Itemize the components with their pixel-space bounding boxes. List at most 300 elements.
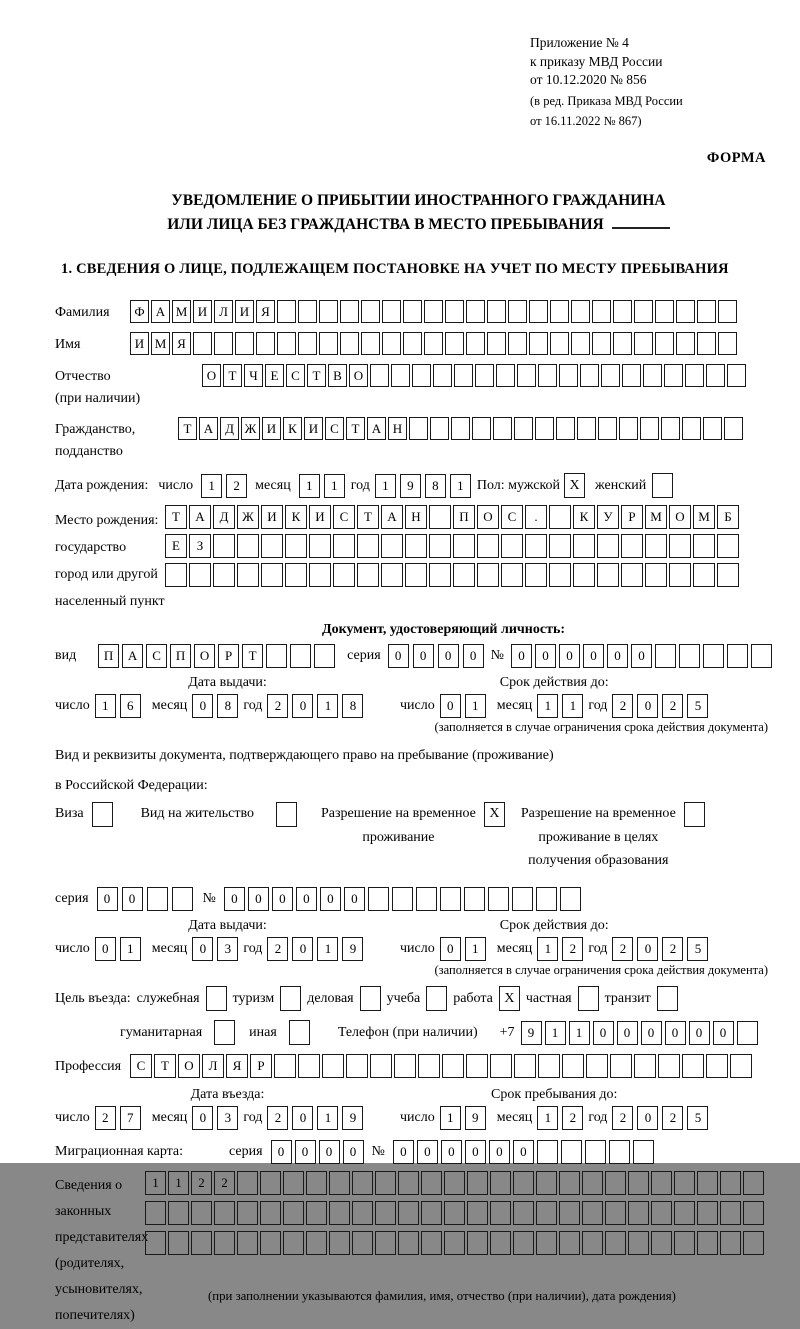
char-cell[interactable] [306,1231,327,1255]
char-cell[interactable] [513,1231,534,1255]
char-cell[interactable] [306,1201,327,1225]
char-cell[interactable] [514,1054,536,1078]
char-cell[interactable]: Л [214,300,233,323]
char-cell[interactable] [213,534,235,558]
char-cell[interactable]: 0 [292,694,313,718]
char-cell[interactable] [501,534,523,558]
char-cell[interactable]: К [285,505,307,529]
char-cell[interactable] [467,1171,488,1195]
char-cell[interactable] [634,332,653,355]
char-cell[interactable] [697,1171,718,1195]
char-cell[interactable]: 0 [440,937,461,961]
char-cell[interactable] [375,1231,396,1255]
char-cell[interactable] [298,332,317,355]
char-cell[interactable] [628,1171,649,1195]
char-cell[interactable] [536,1201,557,1225]
char-cell[interactable]: 0 [393,1140,414,1164]
purpose-transit-checkbox[interactable] [657,986,678,1011]
char-cell[interactable]: 8 [217,694,238,718]
char-cell[interactable] [685,364,704,387]
char-cell[interactable] [538,364,557,387]
char-cell[interactable] [605,1231,626,1255]
char-cell[interactable]: 1 [537,1106,558,1130]
char-cell[interactable]: К [573,505,595,529]
char-cell[interactable]: 1 [95,694,116,718]
sex-female-checkbox[interactable] [652,473,673,498]
char-cell[interactable] [743,1201,764,1225]
char-cell[interactable]: 0 [192,1106,213,1130]
char-cell[interactable] [720,1201,741,1225]
char-cell[interactable]: 9 [342,1106,363,1130]
char-cell[interactable]: О [669,505,691,529]
char-cell[interactable]: 0 [95,937,116,961]
char-cell[interactable]: Д [213,505,235,529]
char-cell[interactable] [433,364,452,387]
char-cell[interactable] [283,1201,304,1225]
char-cell[interactable] [720,1171,741,1195]
char-cell[interactable] [697,332,716,355]
char-cell[interactable] [571,300,590,323]
char-cell[interactable] [592,300,611,323]
char-cell[interactable]: 1 [440,1106,461,1130]
char-cell[interactable] [467,1201,488,1225]
char-cell[interactable] [416,887,437,911]
char-cell[interactable] [537,1140,558,1164]
char-cell[interactable] [235,332,254,355]
char-cell[interactable] [424,332,443,355]
char-cell[interactable] [724,417,743,440]
char-cell[interactable] [560,887,581,911]
char-cell[interactable] [674,1201,695,1225]
char-cell[interactable] [214,1231,235,1255]
char-cell[interactable]: Л [202,1054,224,1078]
char-cell[interactable] [165,563,187,587]
char-cell[interactable] [147,887,168,911]
char-cell[interactable] [549,505,571,529]
char-cell[interactable] [352,1201,373,1225]
char-cell[interactable]: Я [226,1054,248,1078]
char-cell[interactable]: 1 [168,1171,189,1195]
char-cell[interactable] [444,1171,465,1195]
char-cell[interactable] [655,644,676,668]
char-cell[interactable]: 2 [662,694,683,718]
char-cell[interactable]: 1 [317,1106,338,1130]
char-cell[interactable] [661,417,680,440]
char-cell[interactable]: 0 [295,1140,316,1164]
char-cell[interactable] [582,1171,603,1195]
char-cell[interactable] [538,1054,560,1078]
char-cell[interactable] [145,1201,166,1225]
char-cell[interactable] [645,534,667,558]
char-cell[interactable] [487,332,506,355]
char-cell[interactable] [472,417,491,440]
char-cell[interactable] [693,534,715,558]
char-cell[interactable] [706,1054,728,1078]
char-cell[interactable] [352,1231,373,1255]
char-cell[interactable] [429,505,451,529]
char-cell[interactable] [421,1171,442,1195]
char-cell[interactable] [697,1201,718,1225]
char-cell[interactable]: Е [265,364,284,387]
char-cell[interactable] [559,1201,580,1225]
char-cell[interactable]: 5 [687,1106,708,1130]
char-cell[interactable] [514,417,533,440]
char-cell[interactable] [237,1171,258,1195]
char-cell[interactable] [493,417,512,440]
char-cell[interactable] [260,1171,281,1195]
char-cell[interactable] [398,1231,419,1255]
char-cell[interactable] [370,1054,392,1078]
char-cell[interactable]: 0 [438,644,459,668]
char-cell[interactable]: 1 [375,474,396,498]
char-cell[interactable] [394,1054,416,1078]
char-cell[interactable]: 8 [342,694,363,718]
char-cell[interactable] [508,332,527,355]
char-cell[interactable]: 1 [545,1021,566,1045]
char-cell[interactable]: Н [388,417,407,440]
char-cell[interactable] [490,1171,511,1195]
char-cell[interactable]: 0 [192,694,213,718]
char-cell[interactable] [693,563,715,587]
char-cell[interactable]: 0 [607,644,628,668]
char-cell[interactable]: 1 [299,474,320,498]
char-cell[interactable]: Е [165,534,187,558]
char-cell[interactable] [697,1231,718,1255]
char-cell[interactable] [454,364,473,387]
char-cell[interactable]: Т [242,644,263,668]
char-cell[interactable]: 0 [296,887,317,911]
char-cell[interactable] [655,300,674,323]
char-cell[interactable] [405,534,427,558]
char-cell[interactable]: Р [218,644,239,668]
char-cell[interactable]: С [286,364,305,387]
char-cell[interactable]: Т [223,364,242,387]
char-cell[interactable]: Т [307,364,326,387]
char-cell[interactable]: 0 [535,644,556,668]
char-cell[interactable]: 0 [224,887,245,911]
char-cell[interactable]: 0 [441,1140,462,1164]
char-cell[interactable] [237,534,259,558]
char-cell[interactable] [508,300,527,323]
char-cell[interactable]: И [235,300,254,323]
char-cell[interactable]: 1 [324,474,345,498]
char-cell[interactable]: В [328,364,347,387]
char-cell[interactable]: С [325,417,344,440]
char-cell[interactable] [586,1054,608,1078]
char-cell[interactable] [261,534,283,558]
char-cell[interactable] [333,563,355,587]
char-cell[interactable]: 8 [425,474,446,498]
char-cell[interactable] [718,332,737,355]
char-cell[interactable] [357,563,379,587]
char-cell[interactable] [682,417,701,440]
sex-male-checkbox[interactable]: X [564,473,585,498]
char-cell[interactable]: 1 [537,937,558,961]
char-cell[interactable]: О [477,505,499,529]
char-cell[interactable]: И [130,332,149,355]
char-cell[interactable] [577,417,596,440]
char-cell[interactable]: 0 [192,937,213,961]
char-cell[interactable] [319,332,338,355]
char-cell[interactable]: А [367,417,386,440]
char-cell[interactable]: 2 [662,1106,683,1130]
char-cell[interactable]: И [304,417,323,440]
char-cell[interactable]: М [645,505,667,529]
char-cell[interactable] [562,1054,584,1078]
purpose-humanitarian-checkbox[interactable] [214,1020,235,1045]
char-cell[interactable] [405,563,427,587]
char-cell[interactable] [609,1140,630,1164]
char-cell[interactable] [743,1231,764,1255]
char-cell[interactable] [375,1201,396,1225]
char-cell[interactable]: И [309,505,331,529]
char-cell[interactable] [464,887,485,911]
char-cell[interactable] [191,1201,212,1225]
purpose-study-checkbox[interactable] [426,986,447,1011]
char-cell[interactable] [529,300,548,323]
char-cell[interactable]: Т [154,1054,176,1078]
char-cell[interactable] [536,1171,557,1195]
char-cell[interactable] [621,563,643,587]
char-cell[interactable] [559,1231,580,1255]
char-cell[interactable] [398,1201,419,1225]
char-cell[interactable] [329,1171,350,1195]
char-cell[interactable] [559,1171,580,1195]
char-cell[interactable] [621,534,643,558]
char-cell[interactable]: Я [172,332,191,355]
char-cell[interactable]: 0 [272,887,293,911]
char-cell[interactable] [309,563,331,587]
char-cell[interactable]: Р [250,1054,272,1078]
char-cell[interactable] [730,1054,752,1078]
char-cell[interactable] [466,1054,488,1078]
char-cell[interactable] [501,563,523,587]
char-cell[interactable]: О [349,364,368,387]
char-cell[interactable]: 1 [537,694,558,718]
char-cell[interactable] [145,1231,166,1255]
char-cell[interactable] [561,1140,582,1164]
char-cell[interactable]: Т [346,417,365,440]
char-cell[interactable] [556,417,575,440]
char-cell[interactable] [549,563,571,587]
char-cell[interactable] [727,364,746,387]
char-cell[interactable] [391,364,410,387]
char-cell[interactable]: Я [256,300,275,323]
char-cell[interactable]: 2 [226,474,247,498]
char-cell[interactable] [370,364,389,387]
char-cell[interactable] [634,300,653,323]
char-cell[interactable] [361,332,380,355]
char-cell[interactable]: К [283,417,302,440]
char-cell[interactable]: 0 [511,644,532,668]
char-cell[interactable] [445,300,464,323]
char-cell[interactable]: А [122,644,143,668]
char-cell[interactable]: 2 [562,937,583,961]
char-cell[interactable]: 1 [562,694,583,718]
char-cell[interactable]: 0 [344,887,365,911]
char-cell[interactable] [368,887,389,911]
char-cell[interactable] [496,364,515,387]
char-cell[interactable]: 0 [413,644,434,668]
char-cell[interactable] [718,300,737,323]
char-cell[interactable] [645,563,667,587]
char-cell[interactable] [352,1171,373,1195]
char-cell[interactable] [628,1231,649,1255]
char-cell[interactable] [453,563,475,587]
char-cell[interactable] [329,1231,350,1255]
char-cell[interactable]: Ж [241,417,260,440]
char-cell[interactable] [585,1140,606,1164]
char-cell[interactable] [440,887,461,911]
char-cell[interactable] [382,332,401,355]
char-cell[interactable] [536,887,557,911]
char-cell[interactable]: Д [220,417,239,440]
char-cell[interactable] [490,1201,511,1225]
char-cell[interactable] [605,1171,626,1195]
char-cell[interactable] [260,1231,281,1255]
char-cell[interactable] [550,332,569,355]
char-cell[interactable] [490,1231,511,1255]
char-cell[interactable] [633,1140,654,1164]
char-cell[interactable] [512,887,533,911]
char-cell[interactable]: 2 [267,937,288,961]
char-cell[interactable] [592,332,611,355]
char-cell[interactable] [717,563,739,587]
char-cell[interactable]: П [453,505,475,529]
char-cell[interactable] [237,1231,258,1255]
char-cell[interactable]: А [199,417,218,440]
char-cell[interactable]: . [525,505,547,529]
char-cell[interactable]: 2 [214,1171,235,1195]
char-cell[interactable] [285,534,307,558]
char-cell[interactable]: О [202,364,221,387]
char-cell[interactable]: 2 [562,1106,583,1130]
char-cell[interactable]: 0 [513,1140,534,1164]
char-cell[interactable] [674,1171,695,1195]
char-cell[interactable] [651,1201,672,1225]
char-cell[interactable] [168,1201,189,1225]
char-cell[interactable] [549,534,571,558]
residence-permit-checkbox[interactable] [276,802,297,827]
char-cell[interactable] [237,563,259,587]
char-cell[interactable]: М [151,332,170,355]
char-cell[interactable] [655,332,674,355]
char-cell[interactable] [737,1021,758,1045]
char-cell[interactable]: 0 [713,1021,734,1045]
char-cell[interactable] [573,563,595,587]
temp-permit-checkbox[interactable]: X [484,802,505,827]
char-cell[interactable] [697,300,716,323]
char-cell[interactable]: 1 [465,937,486,961]
char-cell[interactable] [403,332,422,355]
char-cell[interactable] [651,1231,672,1255]
purpose-official-checkbox[interactable] [206,986,227,1011]
char-cell[interactable] [751,644,772,668]
char-cell[interactable] [309,534,331,558]
char-cell[interactable]: 0 [248,887,269,911]
char-cell[interactable] [314,644,335,668]
purpose-tourism-checkbox[interactable] [280,986,301,1011]
char-cell[interactable] [256,332,275,355]
char-cell[interactable] [477,534,499,558]
char-cell[interactable] [669,534,691,558]
char-cell[interactable]: М [172,300,191,323]
char-cell[interactable] [669,563,691,587]
purpose-business-checkbox[interactable] [360,986,381,1011]
char-cell[interactable] [298,1054,320,1078]
char-cell[interactable]: 0 [617,1021,638,1045]
char-cell[interactable] [274,1054,296,1078]
char-cell[interactable] [674,1231,695,1255]
purpose-private-checkbox[interactable] [578,986,599,1011]
char-cell[interactable]: 5 [687,694,708,718]
char-cell[interactable] [490,1054,512,1078]
char-cell[interactable] [622,364,641,387]
char-cell[interactable]: 0 [463,644,484,668]
char-cell[interactable] [703,417,722,440]
char-cell[interactable] [381,563,403,587]
char-cell[interactable]: 0 [631,644,652,668]
char-cell[interactable] [193,332,212,355]
char-cell[interactable] [168,1231,189,1255]
char-cell[interactable] [634,1054,656,1078]
char-cell[interactable] [191,1231,212,1255]
char-cell[interactable]: А [381,505,403,529]
char-cell[interactable] [676,332,695,355]
char-cell[interactable]: 0 [320,887,341,911]
char-cell[interactable]: 0 [292,1106,313,1130]
char-cell[interactable]: 2 [612,694,633,718]
char-cell[interactable]: 5 [687,937,708,961]
char-cell[interactable] [550,300,569,323]
char-cell[interactable] [559,364,578,387]
char-cell[interactable] [453,534,475,558]
char-cell[interactable] [610,1054,632,1078]
char-cell[interactable] [535,417,554,440]
char-cell[interactable] [172,887,193,911]
char-cell[interactable] [613,300,632,323]
char-cell[interactable] [467,1231,488,1255]
char-cell[interactable]: 0 [97,887,118,911]
char-cell[interactable] [442,1054,464,1078]
char-cell[interactable]: 0 [637,937,658,961]
char-cell[interactable]: 1 [450,474,471,498]
char-cell[interactable]: 0 [343,1140,364,1164]
char-cell[interactable] [619,417,638,440]
char-cell[interactable] [412,364,431,387]
char-cell[interactable]: 3 [217,937,238,961]
char-cell[interactable] [536,1231,557,1255]
char-cell[interactable] [601,364,620,387]
char-cell[interactable] [214,1201,235,1225]
char-cell[interactable] [466,332,485,355]
char-cell[interactable]: А [151,300,170,323]
char-cell[interactable] [189,563,211,587]
char-cell[interactable]: Ж [237,505,259,529]
char-cell[interactable]: Т [357,505,379,529]
char-cell[interactable]: М [693,505,715,529]
char-cell[interactable] [340,300,359,323]
char-cell[interactable]: 0 [292,937,313,961]
char-cell[interactable]: 0 [319,1140,340,1164]
char-cell[interactable] [582,1231,603,1255]
char-cell[interactable] [679,644,700,668]
char-cell[interactable] [513,1171,534,1195]
char-cell[interactable] [340,332,359,355]
purpose-other-checkbox[interactable] [289,1020,310,1045]
char-cell[interactable] [283,1231,304,1255]
char-cell[interactable] [477,563,499,587]
